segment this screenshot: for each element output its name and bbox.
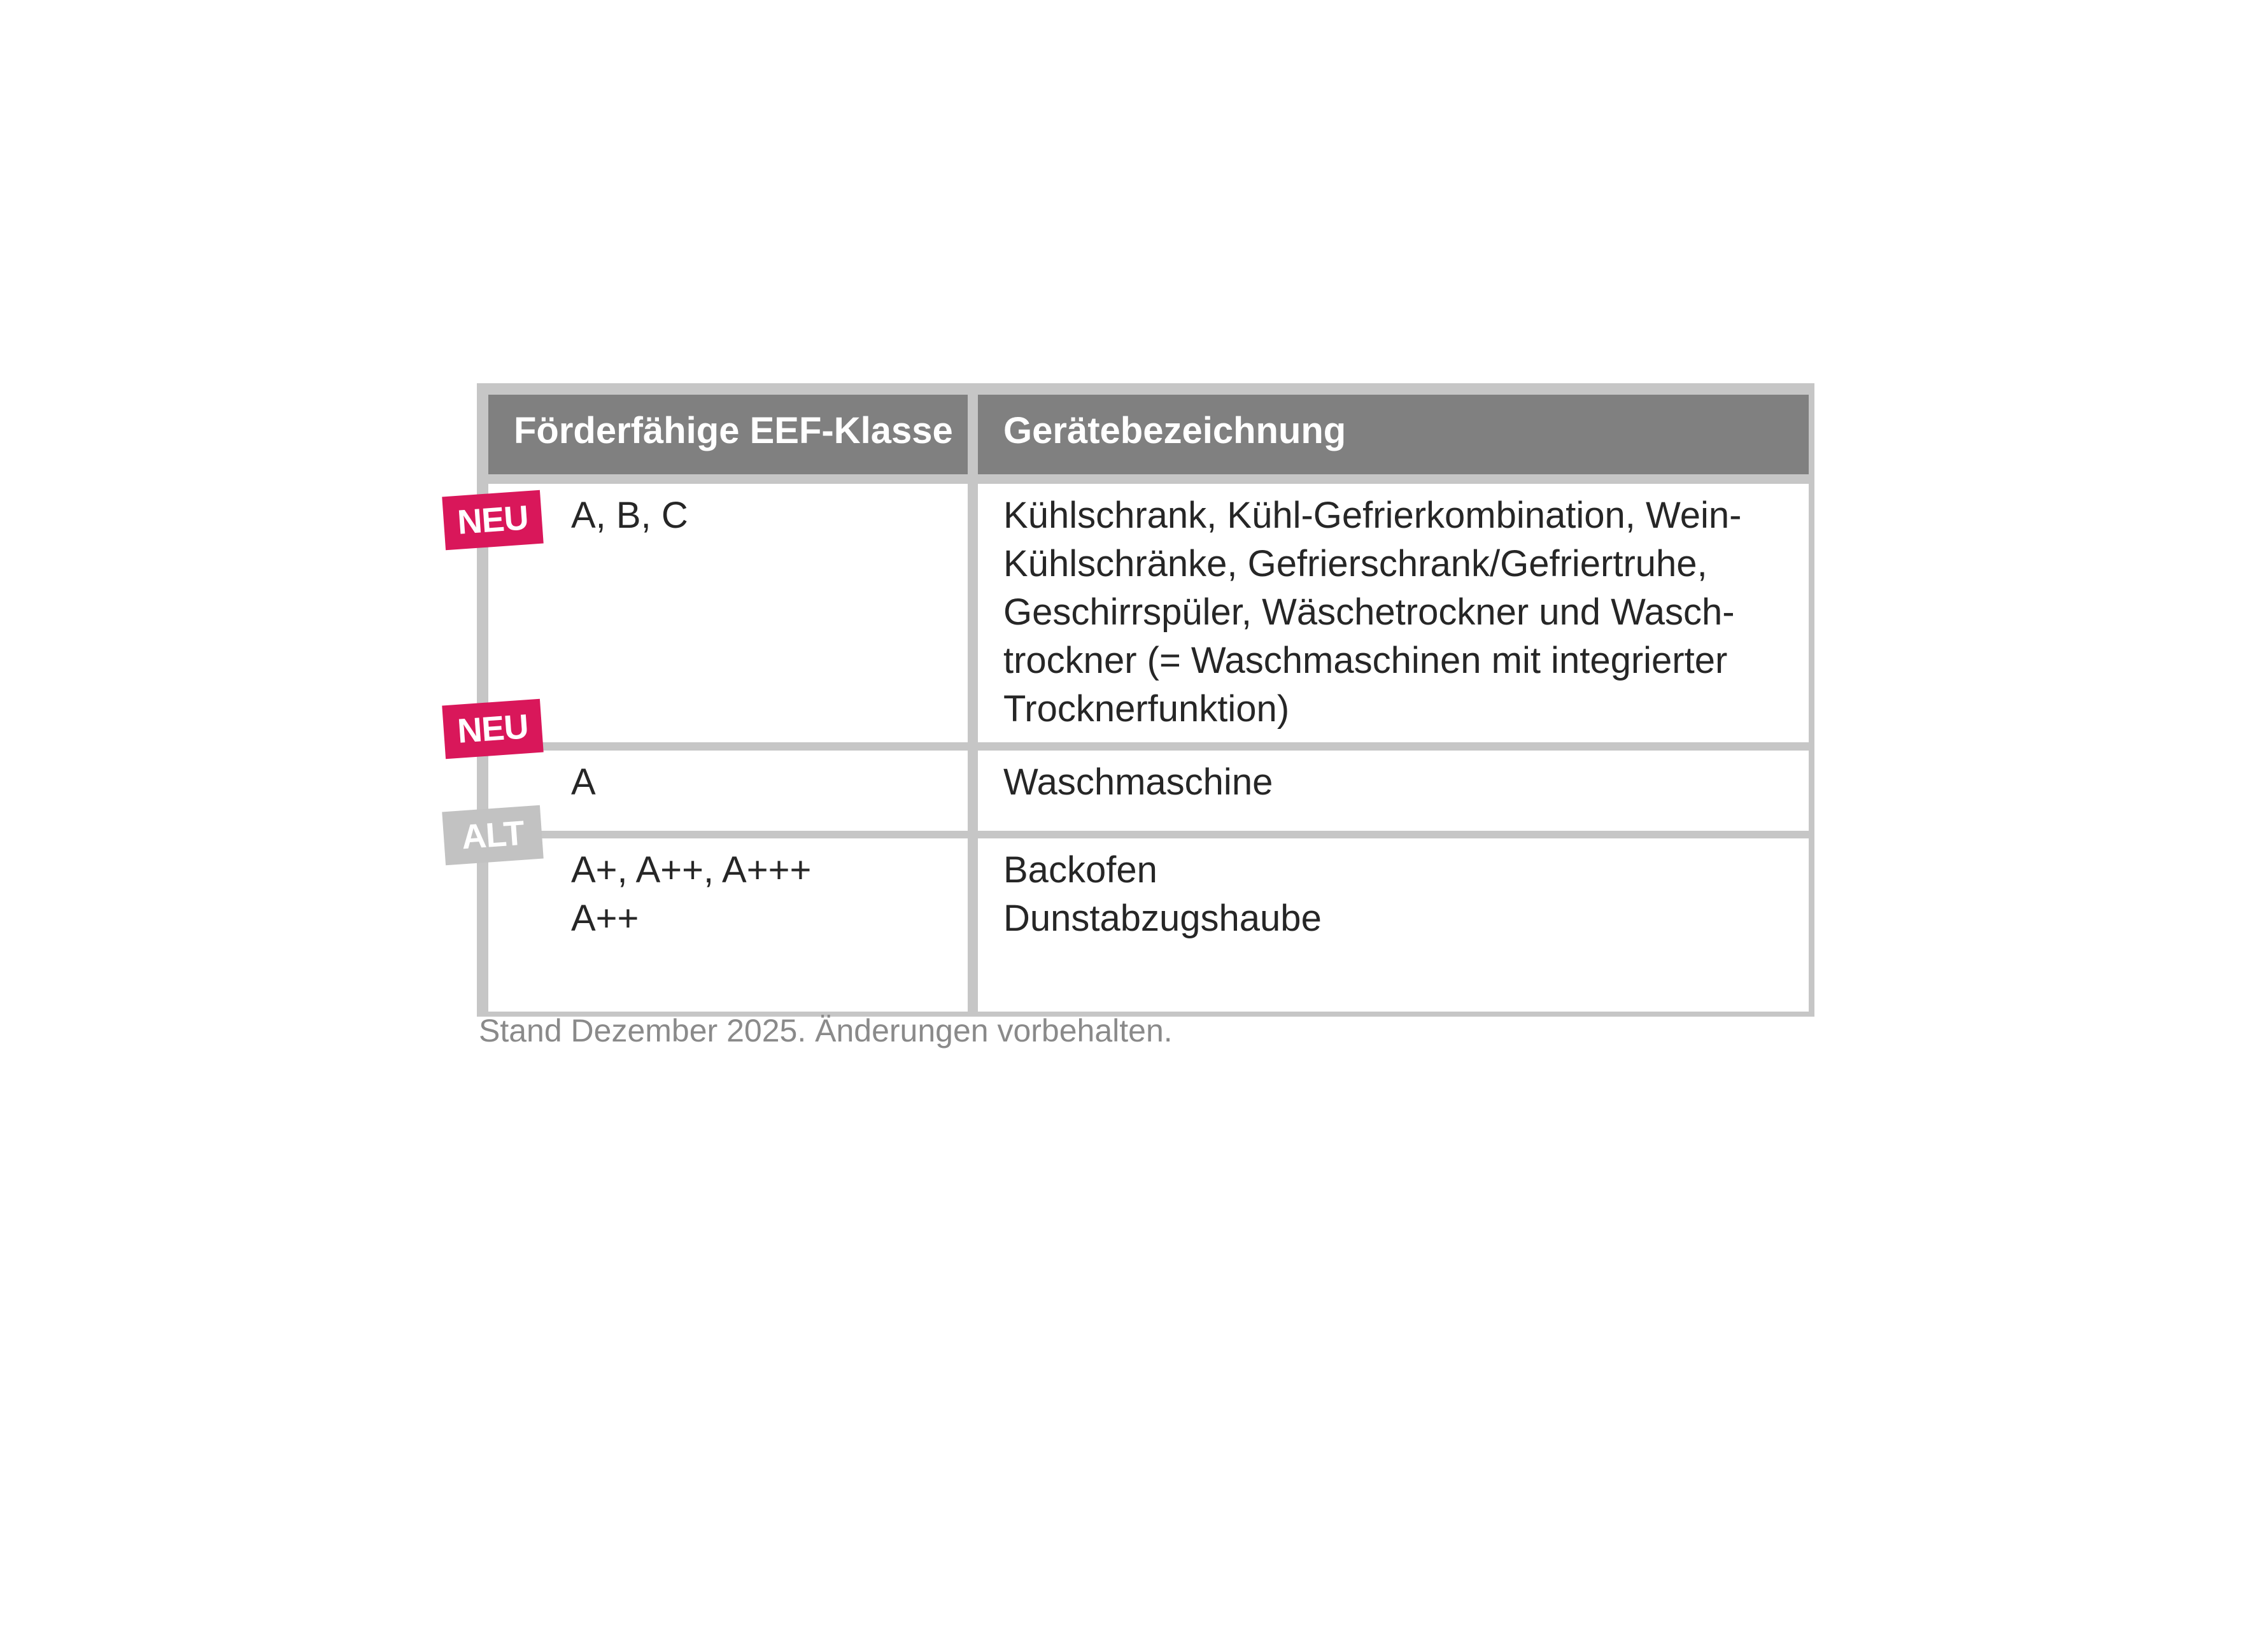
header-eef-class: Förderfähige EEF-Klasse — [488, 395, 968, 474]
row-3-devices — [978, 838, 1809, 1012]
new-badge: NEU — [442, 490, 543, 551]
new-badge: NEU — [442, 699, 543, 759]
row-1-devices — [978, 484, 1809, 742]
class-line: A — [571, 761, 596, 803]
device-line: Kühlschrank, Kühl-Gefrierkombination, Wein- — [1003, 495, 1742, 536]
row-2-classes — [488, 751, 968, 831]
class-line: A, B, C — [571, 495, 688, 536]
device-line: Waschmaschine — [1003, 761, 1273, 803]
device-line: trockner (= Waschmaschinen mit integrierter — [1003, 640, 1728, 681]
eef-table — [477, 383, 1814, 1017]
header-device-name: Gerätebezeichnung — [978, 395, 1809, 474]
row-1-classes — [488, 484, 968, 742]
device-line: Geschirrspüler, Wäschetrockner und Wasch- — [1003, 591, 1735, 633]
class-line: A++ — [571, 898, 639, 939]
old-badge: ALT — [442, 805, 543, 866]
device-line: Kühlschränke, Gefrierschrank/Gefriertruhe, — [1003, 543, 1707, 584]
class-line: A+, A++, A+++ — [571, 849, 812, 891]
device-line: Backofen — [1003, 849, 1157, 891]
device-line: Trocknerfunktion) — [1003, 688, 1290, 730]
device-line: Dunstabzugshaube — [1003, 898, 1322, 939]
footnote: Stand Dezember 2025. Änderungen vorbehalten. — [479, 1013, 1173, 1048]
row-3-classes — [488, 838, 968, 1012]
row-2-devices — [978, 751, 1809, 831]
